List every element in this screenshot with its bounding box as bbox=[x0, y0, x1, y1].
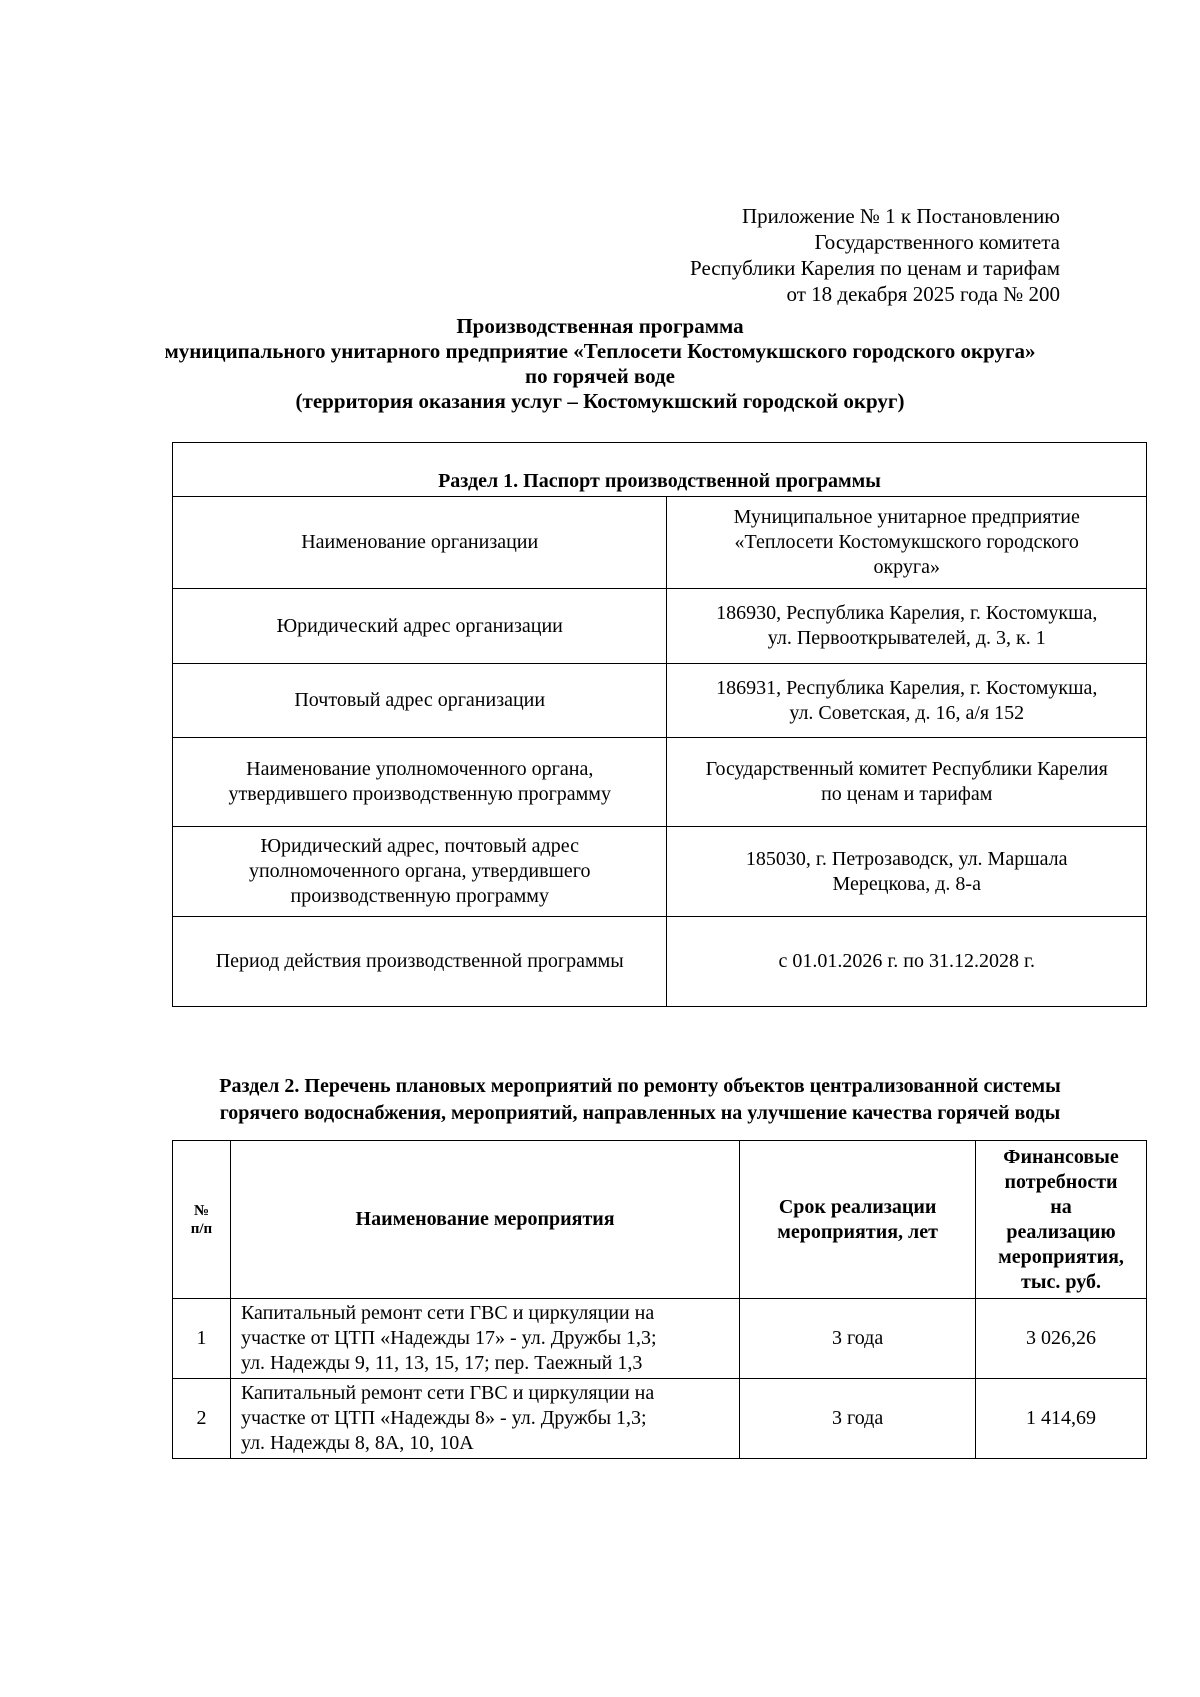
header-line: потребности bbox=[1004, 1170, 1118, 1193]
passport-label: Почтовый адрес организации bbox=[173, 664, 667, 738]
label-line: производственную программу bbox=[290, 885, 549, 907]
row-name bbox=[230, 1379, 739, 1459]
document-title bbox=[140, 314, 1060, 414]
table-row bbox=[173, 917, 1147, 1007]
passport-value bbox=[667, 497, 1147, 589]
header-line: тыс. руб. bbox=[1021, 1270, 1101, 1293]
name-line: ул. Надежды 9, 11, 13, 15, 17; пер. Таежный 1,3 bbox=[240, 1352, 643, 1374]
row-name bbox=[230, 1299, 739, 1379]
passport-value bbox=[667, 589, 1147, 664]
header-finance bbox=[976, 1141, 1147, 1299]
name-line: участке от ЦТП «Надежды 8» - ул. Дружбы 1,3; bbox=[240, 1407, 647, 1429]
value-line: ул. Первооткрывателей, д. 3, к. 1 bbox=[767, 627, 1046, 649]
appendix-line: Приложение № 1 к Постановлению bbox=[741, 204, 1060, 228]
header-line: № bbox=[193, 1202, 210, 1219]
header-line: реализацию bbox=[1006, 1220, 1116, 1243]
label-line: Наименование уполномоченного органа, bbox=[246, 758, 594, 780]
header-line: п/п bbox=[190, 1220, 213, 1237]
row-finance: 3 026,26 bbox=[976, 1299, 1147, 1379]
value-line: «Теплосети Костомукшского городского bbox=[734, 531, 1079, 553]
value-line: по ценам и тарифам bbox=[821, 783, 993, 805]
name-line: участке от ЦТП «Надежды 17» - ул. Дружбы 1,3; bbox=[240, 1327, 657, 1349]
value-line: Мерецкова, д. 8-а bbox=[832, 872, 981, 895]
section2-title bbox=[140, 1073, 1140, 1127]
passport-label: Период действия производственной программы bbox=[173, 917, 667, 1007]
title-line: муниципального унитарного предприятие «Теплосети Костомукшского городского округа» bbox=[164, 339, 1036, 363]
table-row bbox=[173, 738, 1147, 827]
label-line: утвердившего производственную программу bbox=[228, 783, 611, 805]
measures-table bbox=[172, 1140, 1147, 1459]
passport-label: Юридический адрес организации bbox=[173, 589, 667, 664]
passport-value bbox=[667, 738, 1147, 827]
name-line: ул. Надежды 8, 8А, 10, 10А bbox=[240, 1432, 474, 1454]
value-line: ул. Советская, д. 16, а/я 152 bbox=[789, 701, 1025, 724]
header-line: Финансовые bbox=[1003, 1145, 1119, 1168]
header-line: на bbox=[1050, 1195, 1072, 1218]
table-row bbox=[173, 664, 1147, 738]
header-line: мероприятия, bbox=[998, 1245, 1124, 1268]
value-line: округа» bbox=[873, 556, 940, 578]
header-term bbox=[740, 1141, 976, 1299]
section2-title-line: Раздел 2. Перечень плановых мероприятий по ремонту объектов централизованной системы bbox=[219, 1075, 1061, 1097]
value-line: 185030, г. Петрозаводск, ул. Маршала bbox=[745, 847, 1068, 870]
header-line: мероприятия, лет bbox=[777, 1220, 938, 1243]
appendix-line: от 18 декабря 2025 года № 200 bbox=[786, 282, 1060, 306]
name-line: Капитальный ремонт сети ГВС и циркуляции на bbox=[240, 1302, 655, 1324]
table-row bbox=[173, 589, 1147, 664]
row-term: 3 года bbox=[740, 1379, 976, 1459]
value-line: Муниципальное унитарное предприятие bbox=[733, 506, 1080, 528]
row-term: 3 года bbox=[740, 1299, 976, 1379]
name-line: Капитальный ремонт сети ГВС и циркуляции на bbox=[240, 1382, 655, 1404]
passport-label: Наименование организации bbox=[173, 497, 667, 589]
title-line: по горячей воде bbox=[525, 364, 675, 388]
value-line: 186931, Республика Карелия, г. Костомукша, bbox=[716, 676, 1098, 699]
row-num: 2 bbox=[173, 1379, 231, 1459]
appendix-line: Государственного комитета bbox=[814, 230, 1060, 254]
appendix-line: Республики Карелия по ценам и тарифам bbox=[690, 256, 1060, 280]
appendix-header bbox=[540, 203, 1060, 307]
passport-value: с 01.01.2026 г. по 31.12.2028 г. bbox=[667, 917, 1147, 1007]
value-line: 186930, Республика Карелия, г. Костомукша, bbox=[716, 602, 1098, 624]
passport-value bbox=[667, 827, 1147, 917]
table-row bbox=[173, 497, 1147, 589]
value-line: Государственный комитет Республики Карелия bbox=[705, 758, 1108, 780]
row-finance: 1 414,69 bbox=[976, 1379, 1147, 1459]
table-row bbox=[173, 1379, 1147, 1459]
passport-label bbox=[173, 827, 667, 917]
section1-heading: Раздел 1. Паспорт производственной программы bbox=[173, 443, 1147, 497]
title-line: (территория оказания услуг – Костомукшский городской округ) bbox=[295, 389, 905, 413]
passport-table bbox=[172, 442, 1147, 1007]
title-line: Производственная программа bbox=[456, 314, 744, 338]
label-line: Юридический адрес, почтовый адрес bbox=[260, 835, 579, 857]
measures-header-row bbox=[173, 1141, 1147, 1299]
table-row bbox=[173, 827, 1147, 917]
header-line: Срок реализации bbox=[778, 1195, 937, 1218]
passport-label bbox=[173, 738, 667, 827]
passport-value bbox=[667, 664, 1147, 738]
header-num bbox=[173, 1141, 231, 1299]
section2-title-line: горячего водоснабжения, мероприятий, направленных на улучшение качества горячей воды bbox=[219, 1102, 1061, 1124]
header-name: Наименование мероприятия bbox=[230, 1141, 739, 1299]
table-row bbox=[173, 1299, 1147, 1379]
label-line: уполномоченного органа, утвердившего bbox=[248, 860, 591, 882]
passport-heading-row bbox=[173, 443, 1147, 497]
row-num: 1 bbox=[173, 1299, 231, 1379]
